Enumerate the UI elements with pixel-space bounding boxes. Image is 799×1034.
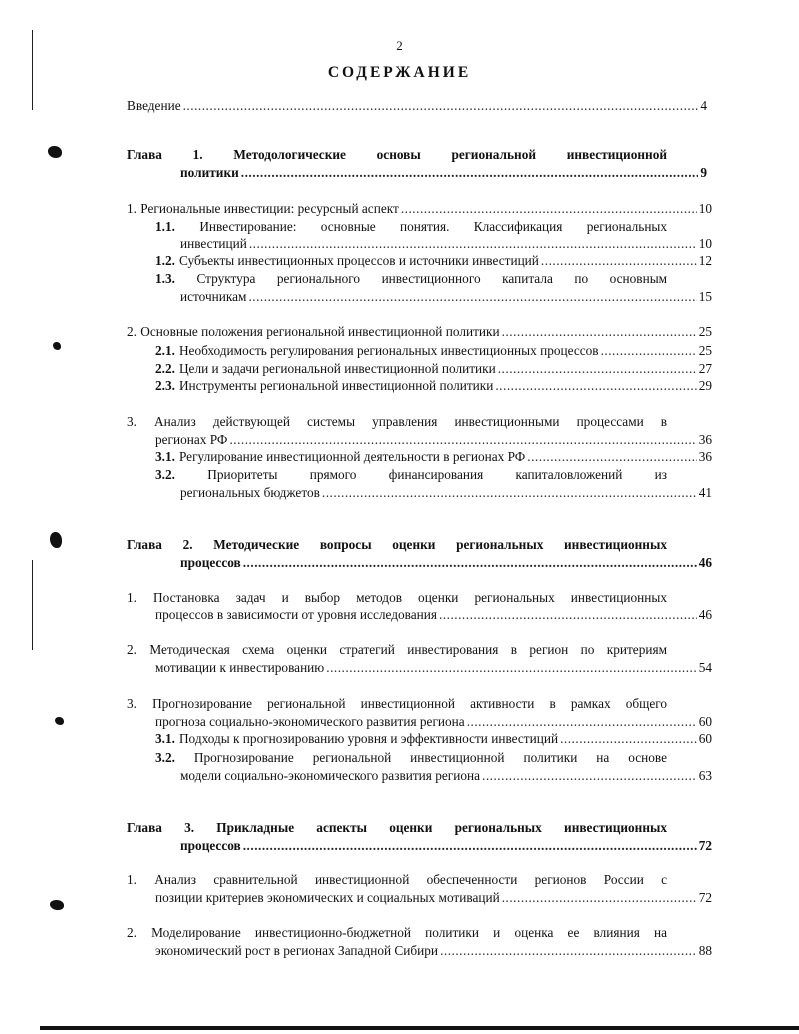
toc-entry-1-3[interactable]: 1.3. Структура регионального инвестиционного капитала по основным [155, 271, 668, 286]
scan-speck [50, 532, 62, 548]
chapter-3-heading[interactable]: Глава 3. Прикладные аспекты оценки региональных инвестиционных [127, 820, 668, 835]
chapter-2-heading[interactable]: Глава 2. Методические вопросы оценки региональных инвестиционных [127, 537, 668, 552]
toc-entry-ch3-1-cont[interactable]: позиции критериев экономических и социальных мотиваций ..... 72 [155, 890, 712, 906]
toc-entry-3[interactable]: 3. Анализ действующей системы управления инвестиционными процессами в [127, 414, 668, 429]
page-title: СОДЕРЖАНИЕ [327, 64, 472, 81]
toc-entry-3-1[interactable]: 3.1. Регулирование инвестиционной деятельности в регионах РФ ..... 36 [155, 449, 712, 465]
toc-entry-intro[interactable]: Введение ..... 4 [127, 98, 707, 114]
toc-entry-ch2-2[interactable]: 2. Методическая схема оценки стратегий инвестирования в регион по критериям [127, 642, 667, 657]
toc-entry-ch3-2-cont[interactable]: экономический рост в регионах Западной Сибири ..... 88 [155, 943, 712, 959]
scan-margin-line [32, 560, 33, 650]
toc-entry-1-3-cont[interactable]: источникам ..... 15 [180, 289, 712, 305]
toc-entry-1-2[interactable]: 1.2. Субъекты инвестиционных процессов и источники инвестиций ..... 12 [155, 253, 712, 269]
chapter-2-heading-cont[interactable]: процессов ..... 46 [180, 555, 712, 571]
scan-speck [50, 900, 64, 910]
toc-entry-1[interactable]: 1. Региональные инвестиции: ресурсный аспект ..... 10 [127, 201, 712, 217]
chapter-3-heading-cont[interactable]: процессов ..... 72 [180, 838, 712, 854]
toc-entry-ch2-2-cont[interactable]: мотивации к инвестированию ..... 54 [155, 660, 712, 676]
toc-entry-2-2[interactable]: 2.2. Цели и задачи региональной инвестиционной политики ..... 27 [155, 361, 712, 377]
scan-speck [48, 146, 62, 158]
toc-entry-ch3-2[interactable]: 2. Моделирование инвестиционно-бюджетной политики и оценка ее влияния на [127, 925, 668, 940]
toc-entry-ch2-1[interactable]: 1. Постановка задач и выбор методов оценки региональных инвестиционных [127, 590, 667, 605]
toc-entry-3-2[interactable]: 3.2. Приоритеты прямого финансирования капиталовложений из [155, 467, 667, 482]
scan-bottom-edge [40, 1026, 799, 1030]
chapter-1-heading[interactable]: Глава 1. Методологические основы региональной инвестиционной [127, 147, 667, 162]
toc-entry-2[interactable]: 2. Основные положения региональной инвестиционной политики ..... 25 [127, 324, 712, 340]
toc-entry-ch2-3-2-cont[interactable]: модели социально-экономического развития региона ..... 63 [180, 768, 712, 784]
page-number: 2 [396, 38, 403, 53]
toc-entry-ch2-3-cont[interactable]: прогноза социально-экономического развития региона ..... 60 [155, 714, 712, 730]
toc-entry-ch2-3-2[interactable]: 3.2. Прогнозирование региональной инвестиционной политики на основе [155, 750, 667, 765]
toc-entry-ch2-1-cont[interactable]: процессов в зависимости от уровня исследования ..... 46 [155, 607, 712, 623]
toc-entry-2-3[interactable]: 2.3. Инструменты региональной инвестиционной политики ..... 29 [155, 378, 712, 394]
chapter-1-heading-cont[interactable]: политики ..... 9 [180, 165, 707, 181]
scan-speck [53, 342, 61, 350]
toc-entry-ch2-3-1[interactable]: 3.1. Подходы к прогнозированию уровня и эффективности инвестиций ..... 60 [155, 731, 712, 747]
toc-entry-ch3-1[interactable]: 1. Анализ сравнительной инвестиционной обеспеченности регионов России с [127, 872, 668, 887]
toc-entry-3-cont[interactable]: регионах РФ ..... 36 [155, 432, 712, 448]
scan-speck [55, 717, 64, 725]
toc-entry-1-1[interactable]: 1.1. Инвестирование: основные понятия. Классификация региональных [155, 219, 668, 234]
toc-entry-1-1-cont[interactable]: инвестиций ..... 10 [180, 236, 712, 252]
toc-entry-ch2-3[interactable]: 3. Прогнозирование региональной инвестиционной активности в рамках общего [127, 696, 668, 711]
toc-entry-3-2-cont[interactable]: региональных бюджетов ..... 41 [180, 485, 712, 501]
toc-entry-2-1[interactable]: 2.1. Необходимость регулирования региональных инвестиционных процессов ..... 25 [155, 343, 712, 359]
